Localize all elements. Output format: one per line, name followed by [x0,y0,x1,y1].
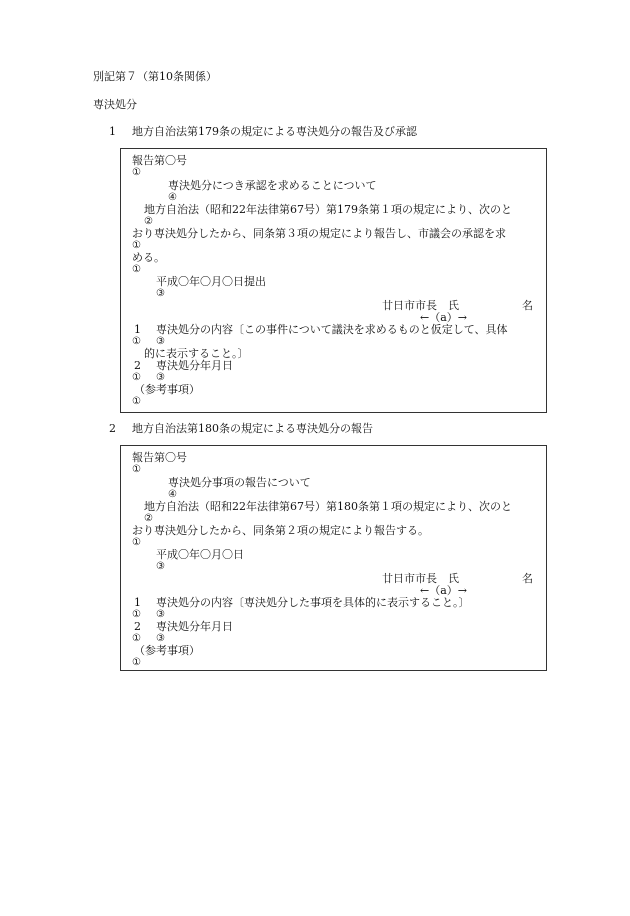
section-1-form-box [120,148,547,413]
item-1-text: 専決処分の内容〔専決処分した事項を具体的に表示すること。〕 [156,596,470,609]
subject: 専決処分につき承認を求めることについて [168,179,377,192]
date: 平成〇年〇月〇日 [156,548,244,561]
section-1-heading: 地方自治法第179条の規定による専決処分の報告及び承認 [132,125,417,138]
section-1-number: 1 [109,125,116,138]
marker-3: ③ [156,609,165,620]
marker-1: ① [132,464,141,475]
marker-2: ② [144,216,153,227]
signer-name: 名 [522,572,533,585]
report-number: 報告第〇号 [132,451,187,464]
marker-3: ③ [156,633,165,644]
marker-1: ① [132,336,141,347]
page-title: 専決処分 [93,98,137,111]
signer: 廿日市市長 氏 [382,299,459,312]
marker-3: ③ [156,288,165,299]
item-2-number: 2 [134,620,141,633]
marker-2: ② [144,513,153,524]
item-1-number: 1 [134,323,141,336]
item-1-text: 専決処分の内容〔この事件について議決を求めるものと仮定して、具体 [156,323,508,336]
section-2-heading: 地方自治法第180条の規定による専決処分の報告 [132,422,373,435]
marker-1: ① [132,537,141,548]
spacing-note: ←（a）→ [420,311,467,324]
submission-date: 平成〇年〇月〇日提出 [156,275,266,288]
marker-1: ① [132,657,141,668]
marker-3: ③ [156,372,165,383]
marker-4: ④ [168,489,177,500]
reference-label: （参考事項） [134,644,200,657]
item-2-number: 2 [134,359,141,372]
item-1-number: 1 [134,596,141,609]
spacing-note: ←（a）→ [420,584,467,597]
marker-1: ① [132,240,141,251]
reference-label: （参考事項） [134,383,200,396]
signer-name: 名 [522,299,533,312]
body-line-2: おり専決処分したから、同条第３項の規定により報告し、市議会の承認を求 [132,227,506,240]
appendix-label: 別記第７（第10条関係） [93,70,217,83]
marker-1: ① [132,633,141,644]
body-line-3: める。 [132,251,165,264]
section-2-form-box [120,445,547,671]
section-2-number: 2 [109,422,116,435]
subject: 専決処分事項の報告について [168,476,311,489]
body-line-1: 地方自治法（昭和22年法律第67号）第180条第１項の規定により、次のと [144,500,512,513]
item-2-text: 専決処分年月日 [156,359,233,372]
marker-1: ① [132,609,141,620]
marker-3: ③ [156,561,165,572]
marker-3: ③ [156,336,165,347]
body-line-1: 地方自治法（昭和22年法律第67号）第179条第１項の規定により、次のと [144,203,512,216]
marker-1: ① [132,372,141,383]
report-number: 報告第〇号 [132,154,187,167]
signer: 廿日市市長 氏 [382,572,459,585]
marker-1: ① [132,167,141,178]
marker-1: ① [132,396,141,407]
body-line-2: おり専決処分したから、同条第２項の規定により報告する。 [132,524,429,537]
marker-1: ① [132,264,141,275]
marker-4: ④ [168,192,177,203]
item-1-continuation: 的に表示すること。〕 [144,347,249,360]
item-2-text: 専決処分年月日 [156,620,233,633]
